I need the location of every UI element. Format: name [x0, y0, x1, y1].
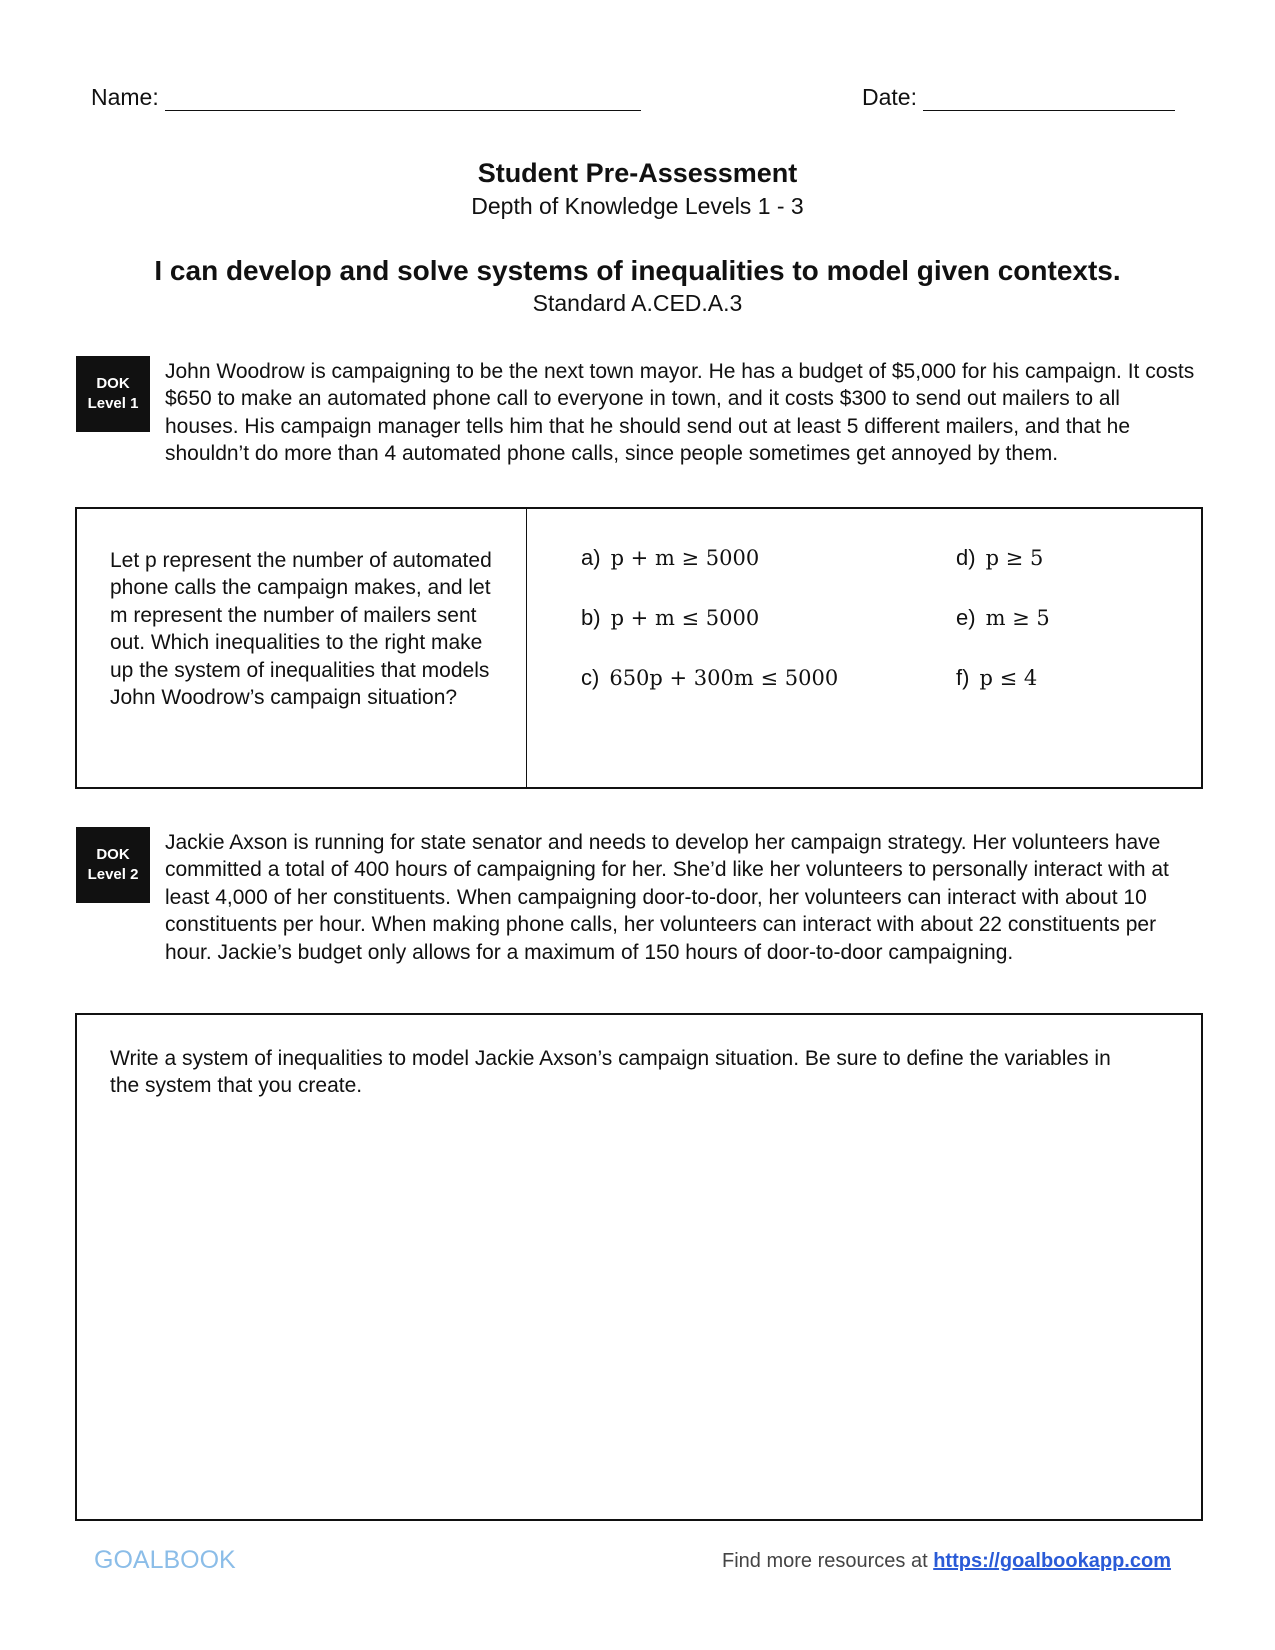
option-label: d)	[956, 545, 976, 570]
name-field[interactable]	[91, 84, 641, 111]
option-f[interactable]	[956, 665, 1037, 691]
option-b[interactable]	[581, 605, 759, 631]
option-expression: p + m ≥ 5000	[610, 546, 760, 570]
standard: Standard A.CED.A.3	[532, 290, 743, 316]
option-expression: p ≥ 5	[985, 546, 1044, 570]
name-label: Name:	[91, 84, 159, 110]
question-2-prompt: Write a system of inequalities to model Jackie Axson’s campaign situation. Be sure to define the variables in the system that you create.	[110, 1047, 1111, 1098]
objective: I can develop and solve systems of inequalities to model given contexts.	[154, 255, 1121, 286]
dok-text: DOK	[96, 846, 130, 863]
question-2-answer-box[interactable]	[75, 1013, 1203, 1521]
option-label: b)	[581, 605, 601, 630]
option-label: a)	[581, 545, 601, 570]
dok-level: Level 2	[87, 866, 139, 883]
footer-text	[722, 1550, 1171, 1573]
logo-text: GOALBOOK	[94, 1546, 236, 1574]
question-1-prompt: Let p represent the number of automated phone calls the campaign makes, and let m represent the number of mailers sent out. Which inequalities to the right make up the system of inequalities that models John Woodrow’s campaign situation?	[110, 549, 492, 710]
footer-label: Find more resources at	[722, 1550, 934, 1572]
option-e[interactable]	[956, 605, 1050, 631]
option-expression: m ≥ 5	[985, 606, 1050, 630]
question-1-box	[75, 507, 1203, 789]
option-c[interactable]	[581, 665, 838, 691]
option-expression: p + m ≤ 5000	[610, 606, 760, 630]
dok-badge-1	[76, 356, 150, 432]
footer-link[interactable]: https://goalbookapp.com	[933, 1550, 1171, 1572]
option-label: c)	[581, 665, 600, 690]
divider	[526, 509, 527, 787]
option-expression: 650p + 300m ≤ 5000	[609, 666, 839, 690]
date-blank[interactable]	[923, 91, 1175, 111]
question-2-text: Jackie Axson is running for state senator and needs to develop her campaign strategy. Her volunteers have committed a total of 400 hours of campaigning for her. She’d like her volunteers to personally interact with at least 4,000 of her constituents. When campaigning door-to-door, her volunteers can interact with about 10 constituents per hour. When making phone calls, her volunteers can interact with about 22 constituents per hour. Jackie’s budget only allows for a maximum of 150 hours of door-to-door campaigning.	[165, 831, 1169, 964]
goalbook-logo	[94, 1546, 236, 1575]
dok-text: DOK	[96, 375, 130, 392]
question-1-text: John Woodrow is campaigning to be the next town mayor. He has a budget of $5,000 for his campaign. It costs $650 to make an automated phone call to everyone in town, and it costs $300 to send out mailers to all houses. His campaign manager tells him that he should send out at least 5 different mailers, and that he shouldn’t do more than 4 automated phone calls, since people sometimes get annoyed by them.	[165, 360, 1195, 466]
dok-level: Level 1	[87, 395, 139, 412]
name-blank[interactable]	[165, 91, 641, 111]
option-a[interactable]	[581, 545, 759, 571]
option-d[interactable]	[956, 545, 1043, 571]
option-label: e)	[956, 605, 976, 630]
dok-badge-2	[76, 827, 150, 903]
page-title: Student Pre-Assessment	[477, 158, 798, 188]
page-subtitle: Depth of Knowledge Levels 1 - 3	[471, 193, 804, 219]
option-expression: p ≤ 4	[979, 666, 1038, 690]
date-label: Date:	[862, 84, 917, 110]
date-field[interactable]	[862, 84, 1175, 111]
option-label: f)	[956, 665, 970, 690]
